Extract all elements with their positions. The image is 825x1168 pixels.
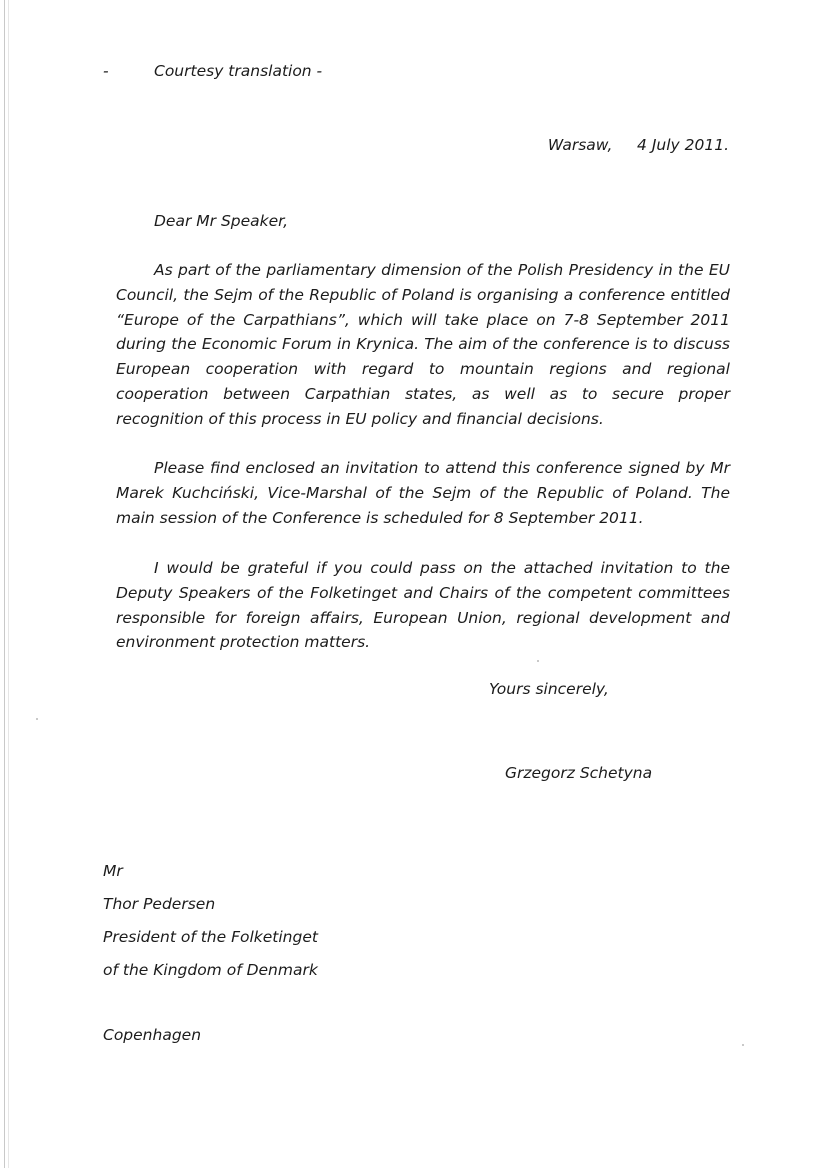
body-paragraph-1: As part of the parliamentary dimension of the Polish Presidency in the EU Council, the Sejm of the Republic of Poland is organising a conference entitled “Europe of the Carpathians”, which will take place on 7-8 September 2011 during the Economic Forum in Krynica. The aim of the conference is to discuss European cooperation with regard to mountain regions and regional cooperation between Carpathian states, as well as to secure proper recognition of this process in EU policy and financial decisions.	[116, 261, 730, 428]
scan-speck	[742, 1044, 744, 1046]
date-line: Warsaw, 4 July 2011.	[547, 136, 729, 154]
body-paragraph-3: I would be grateful if you could pass on the attached invitation to the Deputy Speakers of the Folketinget and Chairs of the competent committees responsible for foreign affairs, European Union, regional development and environment protection matters.	[116, 559, 730, 652]
recipient-title: Mr	[103, 862, 123, 880]
scan-edge-line	[4, 0, 5, 1168]
scan-speck	[537, 660, 539, 662]
recipient-country: of the Kingdom of Denmark	[103, 961, 318, 979]
scan-edge-line-secondary	[8, 0, 9, 1168]
salutation: Dear Mr Speaker,	[154, 212, 289, 230]
closing-phrase: Yours sincerely,	[489, 680, 609, 698]
header-dash: -	[103, 62, 109, 80]
body-paragraph-2: Please find enclosed an invitation to attend this conference signed by Mr Marek Kuchciński, Vice-Marshal of the Sejm of the Republic of Poland. The main session of the Conference is scheduled for 8 September 2011.	[116, 459, 730, 527]
scan-speck	[36, 718, 38, 720]
courtesy-translation-note: Courtesy translation -	[154, 62, 323, 80]
recipient-position: President of the Folketinget	[103, 928, 318, 946]
recipient-name: Thor Pedersen	[103, 895, 216, 913]
signatory-name: Grzegorz Schetyna	[505, 764, 653, 782]
recipient-city: Copenhagen	[103, 1026, 202, 1044]
